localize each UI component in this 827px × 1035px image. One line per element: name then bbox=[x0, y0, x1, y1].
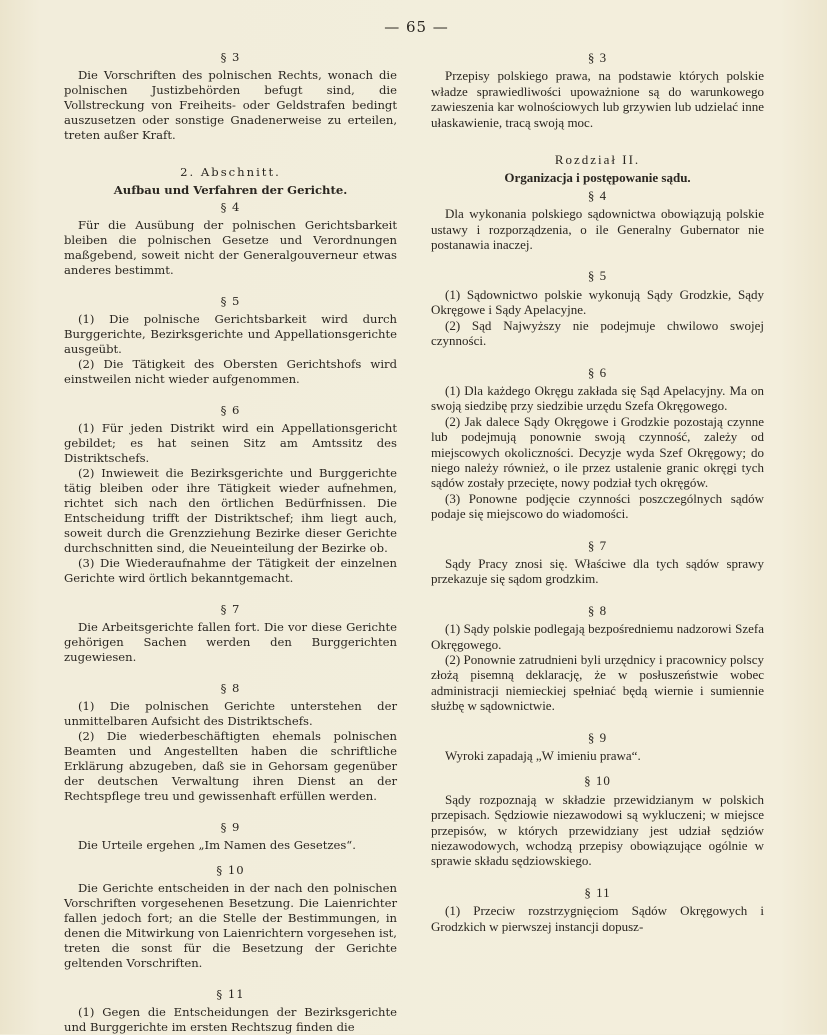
section-text: (1) Przeciw rozstrzygnięciom Sądów Okręgowych i Grodzkich w pierwszej instancji dopusz- bbox=[431, 903, 764, 934]
section-heading: § 9 bbox=[587, 729, 608, 745]
german-column bbox=[64, 50, 397, 1035]
section-paragraph: (2) Die wiederbeschäftigten ehemals polnischen Beamten und Angestellten haben die schriftliche Erklärung abzugeben, daß sie in Gehorsam gegenüber der deutschen Verwaltung ihren Dienst an der Rechtspflege treu und gewissenhaft erfüllen werden. bbox=[64, 729, 397, 803]
section-paragraph: (2) Die Tätigkeit des Obersten Gerichtshofs wird einstweilen nicht wieder aufgenommen. bbox=[64, 357, 397, 386]
section-heading: § 9 bbox=[220, 820, 241, 834]
section-heading: § 5 bbox=[220, 294, 241, 308]
section-paragraph: (1) Dla każdego Okręgu zakłada się Sąd Apelacyjny. Ma on swoją siedzibę przy siedzibie urzędu Szefa Okręgowego. bbox=[431, 382, 764, 414]
section-paragraph: (1) Die polnischen Gerichte unterstehen der unmittelbaren Aufsicht des Distriktschefs. bbox=[64, 699, 397, 728]
section-text: Sądy Pracy znosi się. Właściwe dla tych sądów sprawy przekazuje się sądom grodzkim. bbox=[431, 555, 764, 587]
section-heading: § 10 bbox=[584, 773, 611, 789]
chapter-subtitle: Aufbau und Verfahren der Gerichte. bbox=[113, 183, 348, 197]
section-text: Die Arbeitsgerichte fallen fort. Die vor diese Gerichte gehörigen Sachen werden den Burggerichten zugewiesen. bbox=[64, 620, 397, 664]
section-text: Dla wykonania polskiego sądownictwa obowiązują polskie ustawy i rozporządzenia, o ile Generalny Gubernator nie postanawia inaczej. bbox=[431, 206, 764, 253]
section-paragraph: (1) Für jeden Distrikt wird ein Appellationsgericht gebildet; es hat seinen Sitz am Amtssitz des Distriktschefs. bbox=[64, 421, 397, 465]
section-heading: § 4 bbox=[587, 187, 608, 203]
polish-column bbox=[431, 50, 764, 1035]
section-text: Für die Ausübung der polnischen Gerichtsbarkeit bleiben die polnischen Gesetze und Verordnungen maßgebend, soweit nicht der Generalgouverneur etwas anderes bestimmt. bbox=[64, 218, 397, 277]
section-heading: § 5 bbox=[587, 268, 608, 284]
section-paragraph: (3) Die Wiederaufnahme der Tätigkeit der einzelnen Gerichte wird örtlich bekanntgemacht. bbox=[64, 556, 397, 585]
section-heading: § 8 bbox=[587, 602, 608, 618]
section-text: (1) Gegen die Entscheidungen der Bezirksgerichte und Burggerichte im ersten Rechtszug finden die bbox=[64, 1005, 397, 1034]
section-heading: § 8 bbox=[220, 681, 241, 695]
chapter-title: 2. Abschnitt. bbox=[180, 165, 281, 179]
bilingual-columns bbox=[64, 50, 769, 1035]
section-paragraph: (2) Sąd Najwyższy nie podejmuje chwilowo swojej czynności. bbox=[431, 317, 764, 349]
section-heading: § 10 bbox=[216, 863, 245, 877]
section-text: Die Vorschriften des polnischen Rechts, wonach die polnischen Justizbehörden befugt sind, die Vollstreckung von Freiheits- oder Geldstrafen bedingt auszusetzen oder sonstige Gnadenerweise zu erteilen, treten außer Kraft. bbox=[64, 68, 397, 142]
chapter-title: Rozdział II. bbox=[554, 152, 641, 168]
section-heading: § 11 bbox=[584, 884, 611, 900]
section-heading: § 6 bbox=[587, 364, 608, 380]
section-paragraph: (1) Sądownictwo polskie wykonują Sądy Grodzkie, Sądy Okręgowe i Sądy Apelacyjne. bbox=[431, 286, 764, 318]
section-paragraph: (3) Ponowne podjęcie czynności poszczególnych sądów podaje się miejscowo do wiadomości. bbox=[431, 490, 764, 522]
section-heading: § 4 bbox=[220, 200, 241, 214]
section-text: Die Gerichte entscheiden in der nach den polnischen Vorschriften vorgesehenen Besetzung. Die Laienrichter fallen jedoch fort; an die Stelle der Bestimmungen, in denen die Mitwirkung von Laienrichtern vorgesehen ist, treten die sonst für die Besetzung der Gerichte geltenden Vorschriften. bbox=[64, 881, 397, 970]
section-heading: § 7 bbox=[220, 602, 241, 616]
section-heading: § 11 bbox=[216, 987, 245, 1001]
section-heading: § 6 bbox=[220, 403, 241, 417]
section-text: Przepisy polskiego prawa, na podstawie których polskie władze sprawiedliwości upoważnione są do warunkowego zawieszenia kar wolnościowych lub grzywien lub udzielać inne ułaskawienie, tracą swoją moc. bbox=[431, 68, 764, 130]
section-paragraph: (2) Inwieweit die Bezirksgerichte und Burggerichte tätig bleiben oder ihre Tätigkeit wieder aufnehmen, richtet sich nach den örtlichen Bedürfnissen. Die Entscheidung trifft der Distriktschef; ihm liegt auch, soweit durch die Grenzziehung Bezirke dieser Gerichte durchschnitten sind, die Neueinteilung der Bezirke ob. bbox=[64, 466, 397, 555]
section-paragraph: (2) Ponownie zatrudnieni byli urzędnicy i pracownicy polscy złożą pisemną deklarację, że w posłuszeństwie wobec administracji niemieckiej spełniać będą wiernie i sumiennie służbę w sądownictwie. bbox=[431, 652, 764, 714]
section-paragraph: (1) Sądy polskie podlegają bezpośredniemu nadzorowi Szefa Okręgowego. bbox=[431, 621, 764, 652]
page-number: — 65 — bbox=[384, 18, 449, 36]
section-text: Sądy rozpoznają w składzie przewidzianym w polskich przepisach. Sędziowie niezawodowi są wykluczeni; w miejsce przepisów, w których przewidziany jest udział sędziów niezawodowych, wchodzą przepisy obowiązujące ogólnie w sprawie składu sędziowskiego. bbox=[431, 791, 764, 869]
chapter-subtitle: Organizacja i postępowanie sądu. bbox=[504, 170, 691, 186]
section-text: Die Urteile ergehen „Im Namen des Gesetzes“. bbox=[78, 838, 356, 852]
section-paragraph: (2) Jak dalece Sądy Okręgowe i Grodzkie pozostają czynne lub podejmują ponownie swoją czynność, zależy od miejscowych okoliczności. Decyzje wyda Szef Okręgowy; do niego należy również, o ile przez ustalenie granic okręgi tych sądów zostały przecięte, nowy podział tych okręgów. bbox=[431, 413, 764, 491]
section-heading: § 3 bbox=[587, 50, 608, 65]
section-heading: § 3 bbox=[220, 50, 241, 64]
section-text: Wyroki zapadają „W imieniu prawa“. bbox=[445, 748, 641, 764]
section-heading: § 7 bbox=[587, 537, 608, 553]
section-paragraph: (1) Die polnische Gerichtsbarkeit wird durch Burggerichte, Bezirksgerichte und Appellationsgerichte ausgeübt. bbox=[64, 312, 397, 356]
